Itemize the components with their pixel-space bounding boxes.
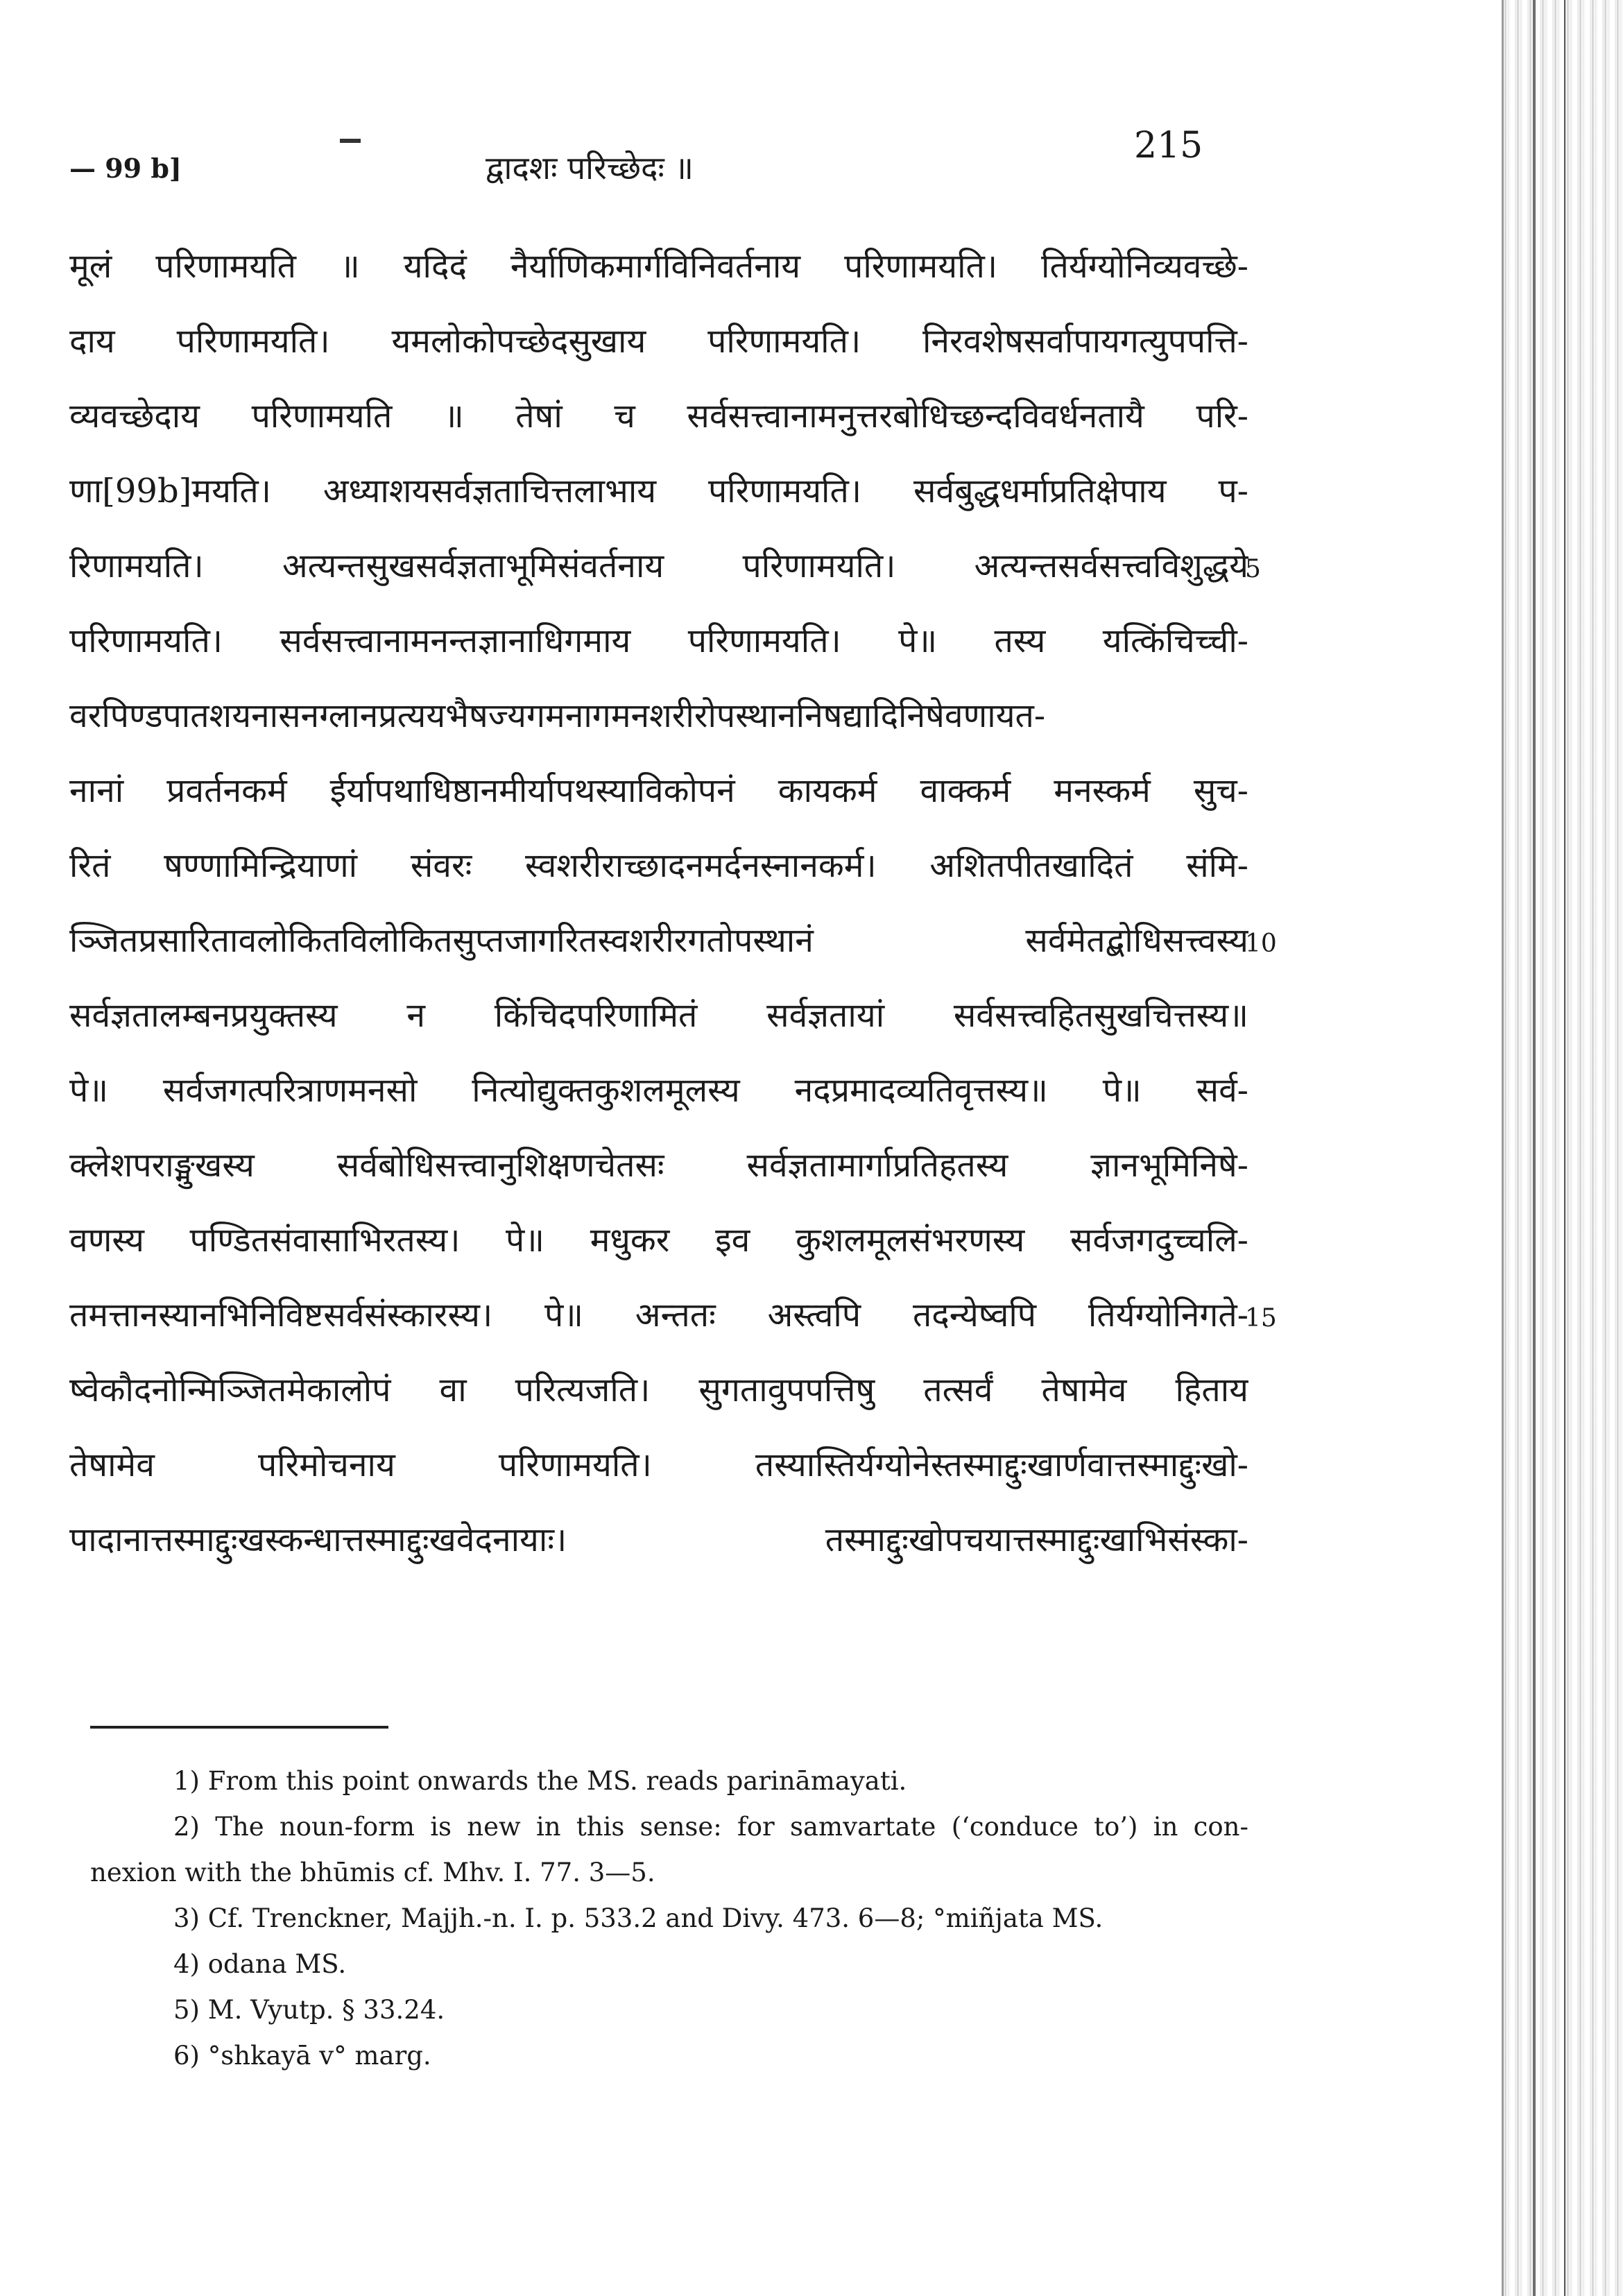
text-line: रितं षण्णामिन्द्रियाणां संवरः स्वशरीराच्छादनमर्दनस्नानकर्म। अशितपीतखादितं संमि- — [69, 846, 1248, 885]
printer-mark — [340, 139, 361, 143]
text-line: वणस्य पण्डितसंवासाभिरतस्य। पे॥ मधुकर इव कुशलमूलसंभरणस्य सर्वजगदुच्चलि- — [69, 1221, 1248, 1260]
running-title: द्वादशः परिच्छेदः ॥ — [486, 149, 694, 187]
text-line: रिणामयति। अत्यन्तसुखसर्वज्ञताभूमिसंवर्तनाय परिणामयति। अत्यन्तसर्वसत्त्वविशुद्धये — [69, 547, 1248, 585]
book-page-edge — [1498, 0, 1623, 2296]
text-line: ञ्जितप्रसारितावलोकितविलोकितसुप्तजागरितस्वशरीरगतोपस्थानं सर्वमेतद्बोधिसत्त्वस्य — [69, 921, 1248, 960]
line-number: 5 — [1245, 555, 1261, 583]
text-line: व्यवच्छेदाय परिणामयति ॥ तेषां च सर्वसत्त्वानामनुत्तरबोधिच्छन्दविवर्धनतायै परि- — [69, 397, 1248, 436]
text-line: तमत्तानस्यानभिनिविष्टसर्वसंस्कारस्य। पे॥ अन्ततः अस्त्वपि तदन्येष्वपि तिर्यग्योनिगते- — [69, 1296, 1248, 1335]
footnote: 3) Cf. Trenckner, Majjh.-n. I. p. 533.2 and Divy. 473. 6—8; °miñjata MS. — [173, 1903, 1104, 1933]
footnote: 6) °shkayā v° marg. — [173, 2041, 431, 2071]
folio-reference: — 99 b] — [69, 153, 182, 184]
footnote: 1) From this point onwards the MS. reads parināmayati. — [173, 1766, 907, 1796]
footnote-rule — [90, 1726, 388, 1729]
page-edge-line — [1533, 0, 1536, 2296]
footnote: 4) odana MS. — [173, 1949, 347, 1979]
text-line: ष्वेकौदनोन्मिञ्जितमेकालोपं वा परित्यजति। सुगतावुपपत्तिषु तत्सर्वं तेषामेव हिताय — [69, 1371, 1248, 1410]
text-line: तेषामेव परिमोचनाय परिणामयति। तस्यास्तिर्यग्योनेस्तस्माद्दुःखार्णवात्तस्माद्दुःखो- — [69, 1446, 1248, 1484]
text-line: मूलं परिणामयति ॥ यदिदं नैर्याणिकमार्गविनिवर्तनाय परिणामयति। तिर्यग्योनिव्यवच्छे- — [69, 247, 1248, 286]
footnote-continuation: nexion with the bhūmis cf. Mhv. I. 77. 3—5. — [90, 1858, 655, 1887]
main-text — [69, 229, 1248, 1577]
text-line: पे॥ सर्वजगत्परित्राणमनसो नित्योद्युक्तकुशलमूलस्य नदप्रमादव्यतिवृत्तस्य॥ पे॥ सर्व- — [69, 1071, 1248, 1110]
text-line: दाय परिणामयति। यमलोकोपच्छेदसुखाय परिणामयति। निरवशेषसर्वापायगत्युपपत्ति- — [69, 322, 1248, 361]
text-line: णा[99b]मयति। अध्याशयसर्वज्ञताचित्तलाभाय परिणामयति। सर्वबुद्धधर्माप्रतिक्षेपाय प- — [69, 472, 1248, 511]
line-number: 15 — [1245, 1304, 1277, 1333]
line-number: 10 — [1245, 929, 1277, 958]
text-line: वरपिण्डपातशयनासनग्लानप्रत्ययभैषज्यगमनागमनशरीरोपस्थाननिषद्यादिनिषेवणायत- — [69, 696, 1046, 735]
running-head — [0, 125, 1318, 187]
footnote: 5) M. Vyutp. § 33.24. — [173, 1995, 445, 2025]
footnote: 2) The noun-form is new in this sense: for samvartate (‘conduce to’) in con- — [173, 1812, 1248, 1842]
page-edge-line — [1502, 0, 1504, 2296]
footnotes — [90, 1758, 1248, 2079]
page-edge-line — [1564, 0, 1565, 2296]
text-line: परिणामयति। सर्वसत्त्वानामनन्तज्ञानाधिगमाय परिणामयति। पे॥ तस्य यत्किंचिच्ची- — [69, 622, 1248, 660]
text-line: नानां प्रवर्तनकर्म ईर्यापथाधिष्ठानमीर्यापथस्याविकोपनं कायकर्म वाक्कर्म मनस्कर्म सुच- — [69, 771, 1248, 810]
page-number: 215 — [1134, 125, 1203, 166]
text-line: सर्वज्ञतालम्बनप्रयुक्तस्य न किंचिदपरिणामितं सर्वज्ञतायां सर्वसत्त्वहितसुखचित्तस्य॥ — [69, 996, 1248, 1035]
text-line: पादानात्तस्माद्दुःखस्कन्धात्तस्माद्दुःखवेदनायाः। तस्माद्दुःखोपचयात्तस्माद्दुःखाभिसंस्का- — [69, 1520, 1248, 1559]
text-line: क्लेशपराङ्मुखस्य सर्वबोधिसत्त्वानुशिक्षणचेतसः सर्वज्ञतामार्गाप्रतिहतस्य ज्ञानभूमिनिषे- — [69, 1146, 1248, 1185]
